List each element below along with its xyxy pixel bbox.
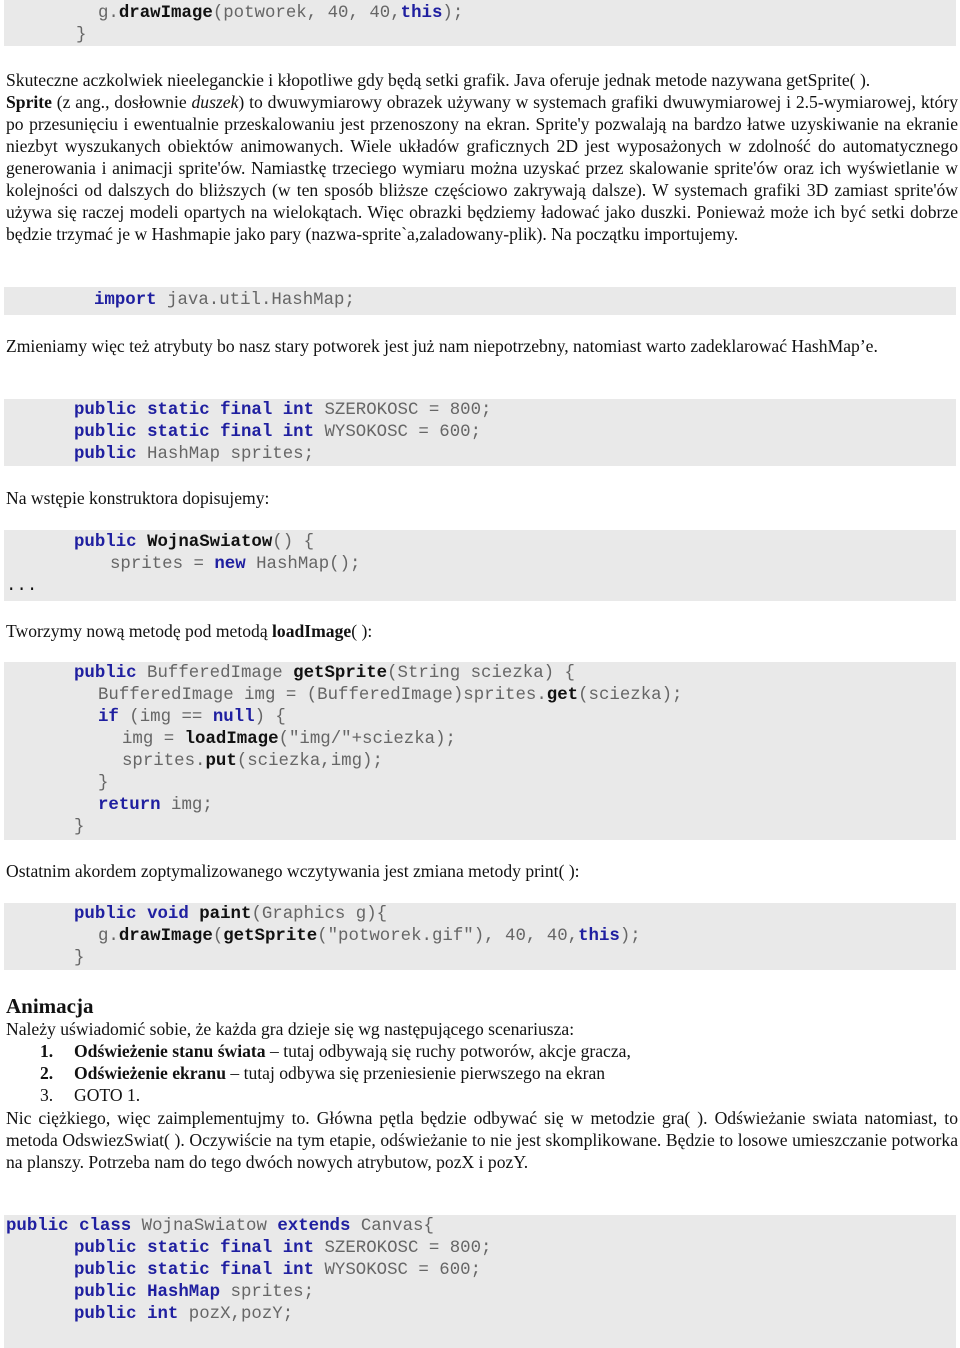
paragraph-new-method: Tworzymy nową metodę pod metodą loadImage( ):: [6, 621, 373, 641]
paragraph-print: Ostatnim akordem zoptymalizowanego wczytywania jest zmiana metody print( ):: [6, 861, 580, 881]
code-block-draw: [4, 0, 956, 46]
code-line: }: [74, 949, 85, 968]
paragraph-hashmap: Zmieniamy więc też atrybuty bo nasz stary potworek jest już nam niepotrzebny, natomiast warto zadeklarować HashMap’e.: [6, 336, 878, 356]
paragraph-main-loop: Nic ciężkiego, więc zaimplementujmy to. Główna pętla będzie odbywać się w metodzie gra( ). Odświeżanie swiata natomiast, to metoda OdswiezSwiat( ). Oczywiście na tym etapie, odświeżanie to nie jest skomplikowane. Będzie to losowe umieszczanie potworka na planszy. Potrzeba nam do tego dwóch nowych atrybutow, pozX i pozY.: [6, 1108, 958, 1172]
code-line: public void paint(Graphics g){: [74, 905, 388, 924]
paragraph-constructor: Na wstępie konstruktora dopisujemy:: [6, 488, 270, 508]
code-line: public static final int WYSOKOSC = 600;: [74, 1261, 482, 1280]
ellipsis: ...: [6, 577, 38, 596]
code-block-import: [4, 287, 956, 315]
list-item: 1. Odświeżenie stanu świata – tutaj odbywają się ruchy potworów, akcje gracza,: [40, 1041, 631, 1061]
code-block-paint: [4, 903, 956, 970]
code-line: }: [98, 774, 109, 793]
code-line: public HashMap sprites;: [74, 1283, 315, 1302]
code-block-attributes: [4, 399, 956, 466]
code-line: public static final int SZEROKOSC = 800;: [74, 401, 492, 420]
code-line: }: [74, 818, 85, 837]
code-line: public int pozX,pozY;: [74, 1305, 294, 1324]
list-item: 3. GOTO 1.: [40, 1085, 141, 1105]
code-line: BufferedImage img = (BufferedImage)sprites.get(sciezka);: [98, 686, 683, 705]
code-line: return img;: [98, 796, 213, 815]
paragraph-sprite: Skuteczne aczkolwiek nieeleganckie i kłopotliwe gdy będą setki grafik. Java oferuje jednak metode nazywana getSprite( ). Sprite (z ang., dosłownie duszek) to dwuwymiarowy obrazek używany w systemach grafiki dwuwymiarowej i 2.5-wymiarowej, który po przesunięciu i ewentualnie przeskalowaniu jest przenoszony na ekran. Sprite'y pozwalają na bardzo łatwe uzyskiwanie na ekranie niezbyt wyszukanych obiektów animowanych. Wiele układów graficznych 2D jest wyposażonych w zdolność do automatycznego generowania i animacji sprite'ów. Namiastkę trzeciego wymiaru można uzyskać przez skalowanie sprite'ów oraz ich wyświetlanie w kolejności od dalszych do bliższych (w ten sposób bliższe częściowo zakrywają dalsze). W systemach grafiki 3D zamiast sprite'ów używa się raczej modeli opartych na wielokątach. Więc obrazki będziemy ładować jako duszki. Ponieważ może ich być setki dobrze będzie trzymać je w Hashmapie jako pary (nazwa-sprite`a,zaladowany-plik). Na początku importujemy.: [6, 70, 958, 244]
code-block-class: [4, 1215, 956, 1348]
list-item: 2. Odświeżenie ekranu – tutaj odbywa się przeniesienie pierwszego na ekran: [40, 1063, 606, 1083]
code-block-getsprite: [4, 662, 956, 840]
code-line: import java.util.HashMap;: [94, 291, 355, 310]
code-block-constructor: [4, 530, 956, 601]
paragraph-scenario: Należy uświadomić sobie, że każda gra dzieje się wg następującego scenariusza:: [6, 1019, 575, 1039]
code-line: public WojnaSwiatow() {: [74, 533, 315, 552]
code-line: public static final int WYSOKOSC = 600;: [74, 423, 482, 442]
code-line: public class WojnaSwiatow extends Canvas{: [6, 1217, 434, 1236]
code-line: public static final int SZEROKOSC = 800;: [74, 1239, 492, 1258]
section-heading: Animacja: [6, 994, 94, 1018]
code-line: g.drawImage(getSprite("potworek.gif"), 40, 40,this);: [98, 927, 641, 946]
code-line: public HashMap sprites;: [74, 445, 315, 464]
code-line: sprites = new HashMap();: [110, 555, 361, 574]
code-line: sprites.put(sciezka,img);: [122, 752, 383, 771]
code-line: }: [76, 26, 87, 45]
code-line: public BufferedImage getSprite(String sciezka) {: [74, 664, 575, 683]
code-line: img = loadImage("img/"+sciezka);: [122, 730, 456, 749]
code-line: g.drawImage(potworek, 40, 40,this);: [98, 4, 464, 23]
code-line: if (img == null) {: [98, 708, 286, 727]
